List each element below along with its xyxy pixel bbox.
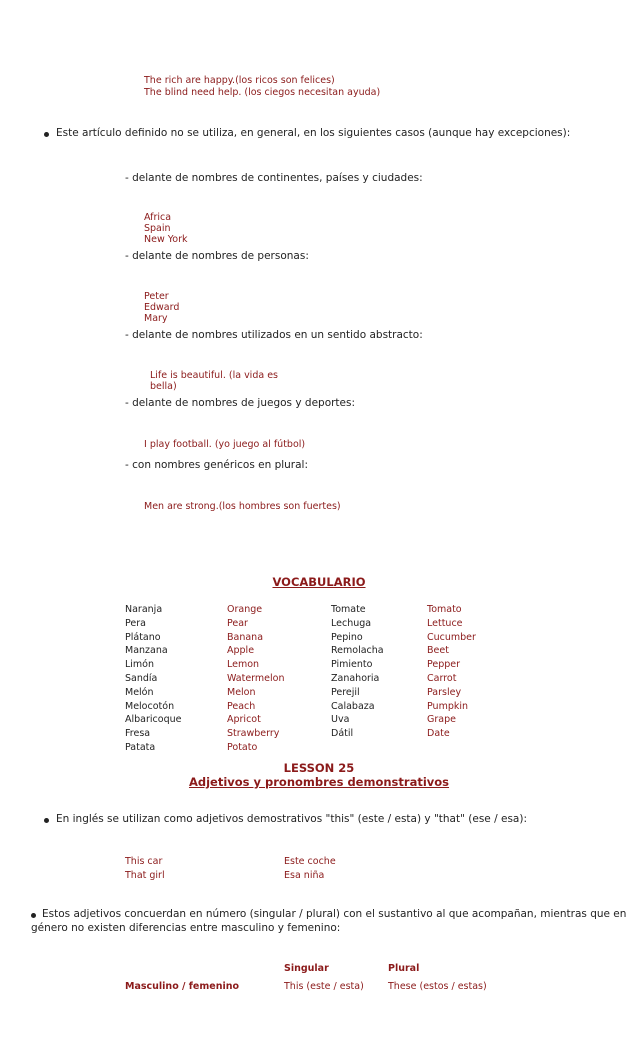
- vocab-english-word: Carrot: [427, 673, 457, 684]
- vocab-spanish-word: Naranja: [125, 604, 163, 615]
- vocab-spanish-word: Plátano: [125, 631, 161, 643]
- gender-row-label: Masculino / femenino: [125, 981, 240, 992]
- vocab-english-word: Watermelon: [227, 673, 285, 684]
- vocab-english-word: Cucumber: [427, 631, 476, 643]
- vocab-spanish-word: Patata: [125, 742, 156, 753]
- vocab-english-word: Apricot: [227, 714, 261, 726]
- bullet-text-3-line1: Estos adjetivos concuerdan en número (singular / plural) con el sustantivo al que acompañan, mientras que en: [42, 908, 627, 920]
- vocab-english-word: Beet: [427, 645, 449, 657]
- vocab-spanish-word: Dátil: [331, 728, 354, 740]
- vocab-spanish-word: Calabaza: [331, 700, 375, 712]
- demo-example-en-1: This car: [125, 856, 163, 867]
- bullet-text-2: En inglés se utilizan como adjetivos demostrativos "this" (este / esta) y "that" (ese / esa):: [56, 813, 527, 825]
- singular-value: This (este / esta): [284, 981, 364, 992]
- example-men: Men are strong.(los hombres son fuertes): [144, 501, 341, 512]
- vocab-english-word: Banana: [227, 631, 264, 643]
- plural-header: Plural: [388, 963, 420, 974]
- vocab-spanish-word: Pepino: [331, 631, 363, 643]
- vocab-english-word: Peach: [227, 700, 256, 712]
- vocab-spanish-word: Zanahoria: [331, 673, 380, 684]
- vocab-english-word: Potato: [227, 742, 258, 753]
- example-life-2: bella): [150, 381, 177, 392]
- vocab-english-word: Orange: [227, 604, 263, 615]
- demo-example-es-2: Esa niña: [284, 870, 325, 881]
- vocab-heading: VOCABULARIO: [272, 575, 366, 589]
- vocab-english-word: Pumpkin: [427, 700, 469, 712]
- example-peter: Peter: [144, 291, 169, 302]
- intro-example-2: The blind need help. (los ciegos necesitan ayuda): [144, 87, 381, 98]
- vocab-spanish-word: Pera: [125, 617, 146, 629]
- vocab-spanish-word: Remolacha: [331, 645, 384, 657]
- example-football: I play football. (yo juego al fútbol): [144, 439, 306, 450]
- singular-header: Singular: [284, 963, 329, 974]
- vocab-english-word: Apple: [227, 645, 255, 657]
- example-spain: Spain: [144, 223, 171, 234]
- case-label-games: - delante de nombres de juegos y deportes:: [125, 397, 356, 409]
- intro-example-1: The rich are happy.(los ricos son felices): [144, 75, 335, 86]
- vocab-spanish-word: Melocotón: [125, 700, 175, 712]
- vocab-english-word: Tomato: [427, 604, 462, 615]
- example-mary: Mary: [144, 313, 168, 324]
- vocab-english-word: Pear: [227, 617, 248, 629]
- vocab-spanish-word: Albaricoque: [125, 714, 182, 726]
- bullet-dot: [31, 913, 36, 918]
- vocab-spanish-word: Pimiento: [331, 659, 373, 671]
- vocab-english-word: Date: [427, 728, 450, 740]
- vocab-english-word: Lettuce: [427, 617, 463, 629]
- vocab-spanish-word: Lechuga: [331, 617, 372, 629]
- example-new-york: New York: [144, 234, 188, 245]
- example-africa: Africa: [144, 212, 172, 223]
- case-label-abstract: - delante de nombres utilizados en un sentido abstracto:: [125, 329, 423, 341]
- case-label-persons: - delante de nombres de personas:: [125, 250, 309, 262]
- example-edward: Edward: [144, 302, 180, 313]
- lesson-subtitle: Adjetivos y pronombres demonstrativos: [188, 775, 450, 789]
- demo-example-es-1: Este coche: [284, 856, 336, 867]
- case-label-continents: - delante de nombres de continentes, países y ciudades:: [125, 172, 423, 184]
- vocab-spanish-word: Sandía: [125, 673, 158, 684]
- example-life-1: Life is beautiful. (la vida es: [150, 370, 278, 381]
- bullet-text-3-line2: género no existen diferencias entre masculino y femenino:: [31, 922, 341, 934]
- vocab-spanish-word: Tomate: [331, 604, 366, 615]
- bullet-dot: [44, 818, 49, 823]
- vocab-english-word: Grape: [427, 714, 456, 726]
- vocab-spanish-word: Melón: [125, 686, 154, 698]
- vocab-spanish-word: Fresa: [125, 728, 151, 740]
- vocab-english-word: Melon: [227, 686, 256, 698]
- vocab-english-word: Lemon: [227, 659, 260, 671]
- vocab-english-word: Strawberry: [227, 728, 280, 740]
- vocab-english-word: Parsley: [427, 686, 462, 698]
- vocab-spanish-word: Uva: [331, 714, 350, 726]
- demo-example-en-2: That girl: [125, 870, 165, 881]
- vocab-english-word: Pepper: [427, 659, 461, 671]
- bullet-text-1: Este artículo definido no se utiliza, en general, en los siguientes casos (aunque hay excepciones):: [56, 127, 571, 139]
- vocab-spanish-word: Perejil: [331, 686, 360, 698]
- bullet-dot: [44, 132, 49, 137]
- vocab-spanish-word: Limón: [125, 659, 155, 671]
- case-label-generic: - con nombres genéricos en plural:: [125, 459, 309, 471]
- plural-value: These (estos / estas): [388, 981, 487, 992]
- vocab-spanish-word: Manzana: [125, 645, 168, 657]
- lesson-title: LESSON 25: [283, 761, 355, 775]
